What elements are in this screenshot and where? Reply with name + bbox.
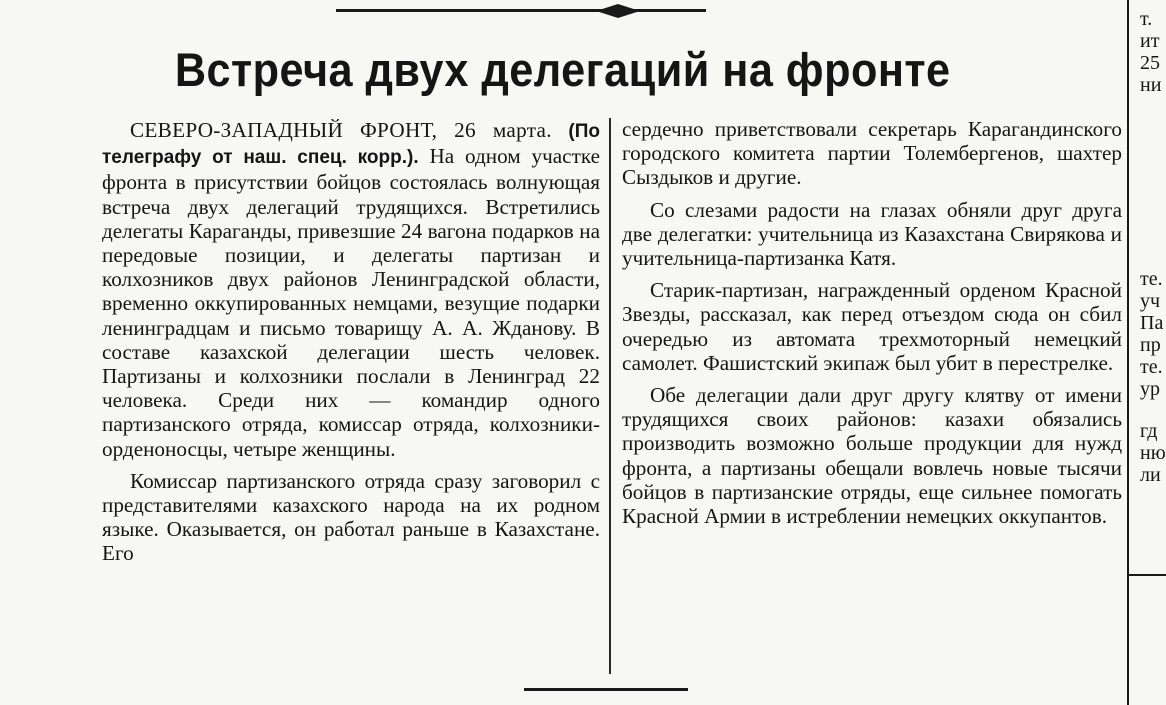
- byline: (По телеграфу от наш. спец. корр.).: [102, 121, 600, 169]
- lead-text: На одном участке фронта в присутствии бойцов состоялась волнующая встреча двух делегаций трудящихся. Встретились делегаты Караганды, привезшие 24 вагона подарков на передовые позиции, и делегаты партизан и колхозников двух районов Ленинградской области, временно оккупированных немцами, везущие подарки ленинградцам и письмо товарищу А. А. Жданову. В составе казахской делегации шесть человек. Партизаны и колхозники послали в Ленинград 22 человека. Среди них — командир одного партизанского отряда, комиссар отряда, колхозники-орденоносцы, четыре женщины.: [102, 144, 600, 461]
- adjacent-line: ли: [1140, 464, 1161, 486]
- adjacent-line: Па: [1140, 312, 1164, 334]
- adjacent-line: те.: [1140, 356, 1163, 378]
- paragraph-3: Со слезами радости на глазах обняли друг друга две делегатки: учительница из Казахстана Свирякова и учительница-партизанка Катя.: [622, 197, 1122, 271]
- article-title: Встреча двух делегаций на фронте: [174, 43, 951, 96]
- adjacent-line: ню: [1140, 442, 1166, 464]
- adjacent-line: те.: [1140, 268, 1163, 290]
- lead-paragraph: [102, 118, 600, 461]
- adjacent-line: пр: [1140, 334, 1161, 356]
- paragraph-4: Старик-партизан, награжденный орденом Красной Звезды, рассказал, как перед отъездом сюда он сбил очередью из автомата трехмоторный немецкий самолет. Фашистский экипаж был убит в перестрелке.: [622, 278, 1122, 375]
- top-rule: [336, 9, 706, 12]
- column-divider: [609, 118, 611, 674]
- paragraph-2: Комиссар партизанского отряда сразу заговорил с представителями казахского народа на их родном языке. Оказывается, он работал раньше в Казахстане. Его: [102, 468, 600, 566]
- adjacent-column-rule: [1129, 574, 1166, 576]
- adjacent-line: уч: [1140, 290, 1161, 312]
- adjacent-line: ит: [1140, 30, 1160, 52]
- adjacent-line: гд: [1140, 420, 1158, 442]
- adjacent-line: 25: [1140, 52, 1160, 74]
- adjacent-line: ни: [1140, 74, 1162, 96]
- dateline: СЕВЕРО-ЗАПАДНЫЙ ФРОНТ, 26 марта.: [130, 118, 552, 142]
- adjacent-column-fragment: [1140, 0, 1166, 486]
- paragraph-5: Обе делегации дали друг другу клятву от имени трудящихся своих районов: казахи обязались производить возможно больше продукции для нужд фронта, а партизаны обещали вовлечь новые тысячи бойцов в партизанские отряды, еще сильнее помогать Красной Армии в истреблении немецких оккупантов.: [622, 383, 1122, 529]
- bottom-rule: [524, 688, 688, 691]
- diamond-ornament-icon: [596, 2, 640, 20]
- adjacent-line: ур: [1140, 378, 1160, 400]
- article-column-left: [102, 118, 600, 566]
- column-border-right: [1127, 0, 1129, 705]
- adjacent-line: т.: [1140, 8, 1153, 30]
- article-column-right: [622, 117, 1122, 528]
- paragraph-2-continued: сердечно приветствовали секретарь Карагандинского городского комитета партии Толембергенов, шахтер Сыздыков и другие.: [622, 117, 1122, 190]
